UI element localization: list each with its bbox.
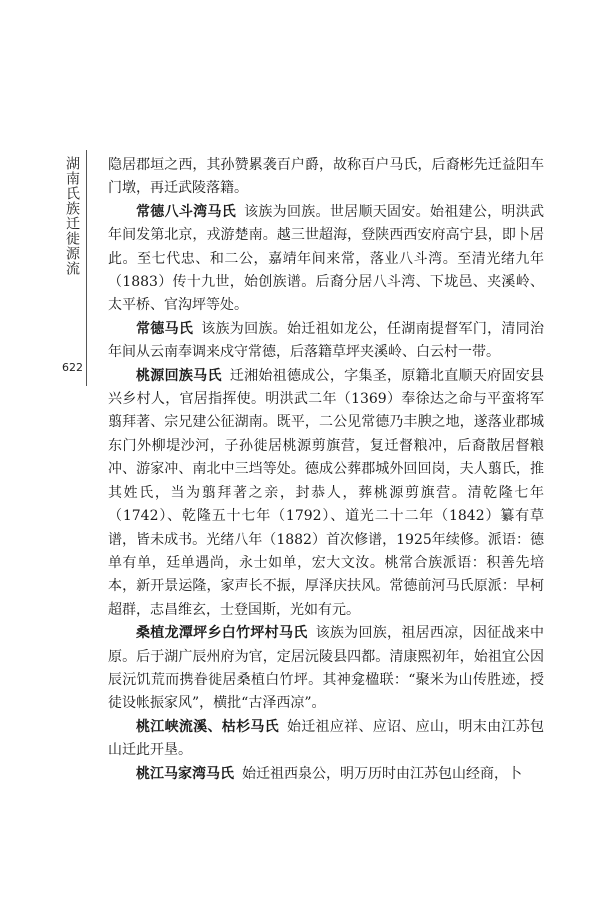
paragraph-text: 迁湘始祖德成公，字集圣，原籍北直顺天府固安县兴乡村人，官居指挥使。明洪武二年（1369）奉徐达之命与平蛮将军翦拜著、宗兄建公征湖南。既平，二公见常德乃丰腴之地，遂落业郡城东门外柳堤沙河，子孙徙居桃源剪旗营，复迁督粮冲，后裔散居督粮冲、游家冲、南北中三垱等处。德成公葬郡城外回回岗，夫人翦氏，推其姓氏，当为翦拜著之亲，封恭人，葬桃源剪旗营。清乾隆七年（1742）、乾隆五十七年（1792）、道光二十二年（1842）纂有草谱，皆未成书。光绪八年（1882）首次修谱，1925年续修。派语：德单有单，廷单遇尚，永士如单，宏大文汝。桃常合族派语：积善先培本，新开景运隆，家声长不振，厚泽庆扶风。常德前河马氏原派：早柯超群，志昌维玄，士登国斯，光如有元。 xyxy=(108,367,545,618)
paragraph-text: 始迁祖应祥、应诏、应山，明末由江苏包山迁此开垦。 xyxy=(108,718,545,759)
paragraph-text: 该族为回族。世居顺天固安。始祖建公，明洪武年间发第北京，戎游楚南。越三世超海，登陕西西安府高宁县，即卜居此。至七代忠、和二公，嘉靖年间来常，落业八斗湾。至清光绪九年（1883）传十九世，始创族谱。后裔分居八斗湾、下垅邑、夹溪岭、太平桥、官沟坪等处。 xyxy=(108,203,545,314)
side-divider-rule xyxy=(86,150,87,386)
clan-heading: 常德八斗湾马氏 xyxy=(136,203,237,220)
paragraph-continuation xyxy=(108,154,544,201)
paragraph-text: 该族为回族。始迁祖如龙公，任湖南提督军门，清同治年间从云南奉调来戍守常德，后落籍草坪夹溪岭、白云村一带。 xyxy=(108,320,545,361)
clan-entry-paragraph xyxy=(108,763,544,786)
clan-entry-paragraph xyxy=(108,365,544,622)
clan-entry-paragraph xyxy=(108,622,544,716)
side-running-title: 湖南氏族迁徙源流 xyxy=(64,156,80,276)
clan-heading: 常德马氏 xyxy=(136,320,194,337)
clan-heading: 桃源回族马氏 xyxy=(136,367,222,384)
paragraph-text: 该族为回族，祖居西凉，因征战来中原。后于湖广辰州府为官，定居沅陵县四都。清康熙初年，始祖宜公因辰沅饥荒而携眷徙居桑植白竹坪。其神龛楹联：“聚米为山传胜迹，授徒设帐振家风”，横批“古泽西凉”。 xyxy=(108,625,545,712)
clan-entry-paragraph xyxy=(108,716,544,763)
paragraph-text: 隐居郡垣之西，其孙赞累袭百户爵，故称百户马氏，后裔彬先迁益阳车门墩，再迁武陵落籍。 xyxy=(108,157,544,197)
clan-heading: 桃江马家湾马氏 xyxy=(136,765,234,782)
paragraph-text: 始迁祖西泉公，明万历时由江苏包山经商，卜 xyxy=(242,765,522,782)
clan-entry-paragraph xyxy=(108,318,544,365)
main-text-body xyxy=(108,154,544,786)
page-number: 622 xyxy=(62,361,83,374)
clan-heading: 桑植龙潭坪乡白竹坪村马氏 xyxy=(136,625,308,642)
clan-heading: 桃江峡流溪、枯杉马氏 xyxy=(136,718,279,735)
clan-entry-paragraph xyxy=(108,201,544,318)
